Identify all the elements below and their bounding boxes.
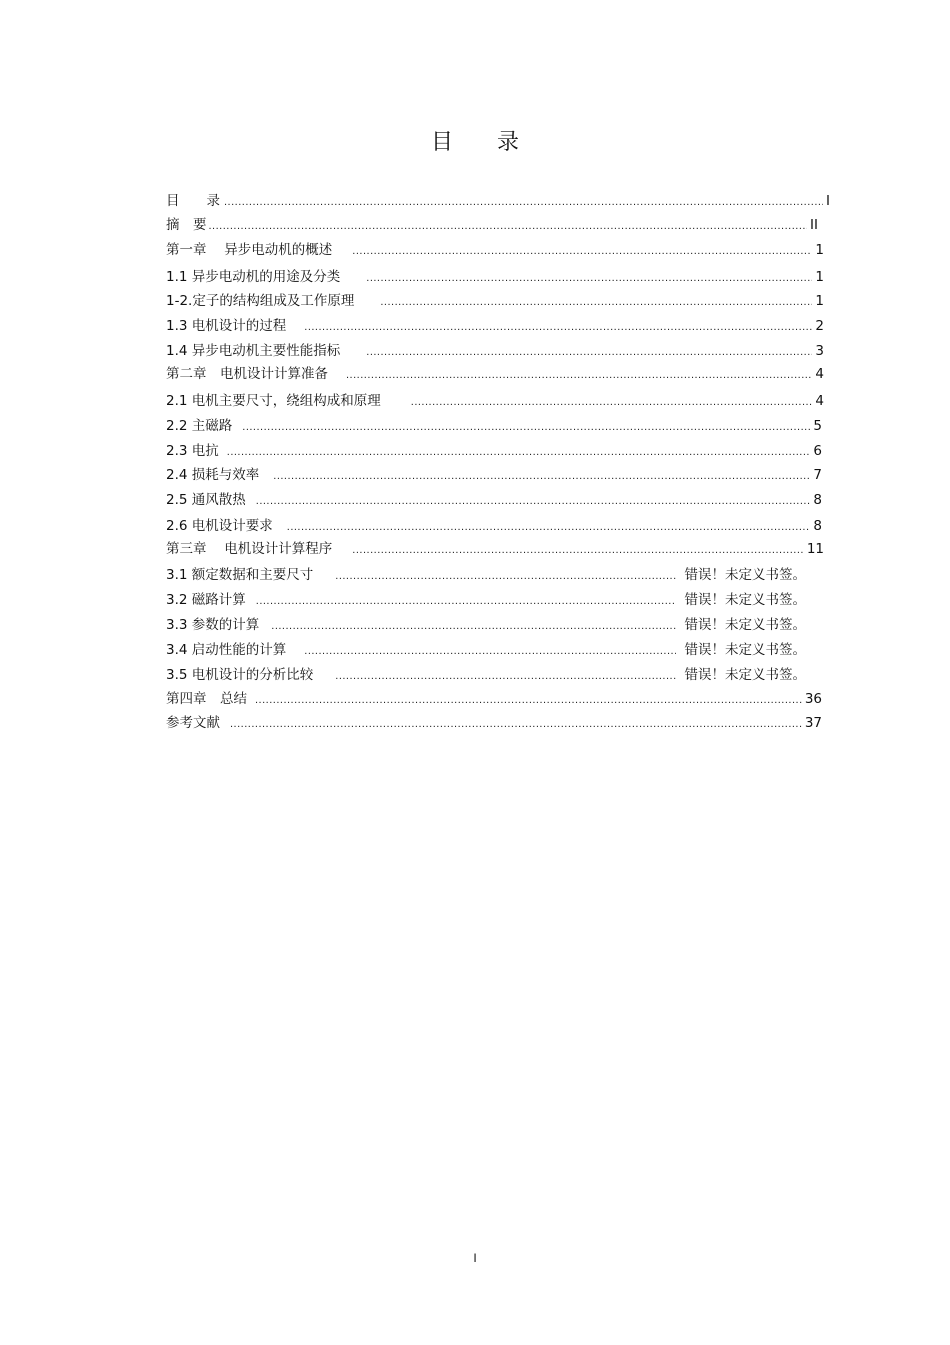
toc-entry-page: 错误！未定义书签。 [684, 617, 806, 633]
toc-leader-dots [209, 218, 808, 234]
toc-entry-page: 5 [813, 418, 822, 434]
toc-leader-dots [273, 468, 810, 484]
toc-entry-label: 2.5 通风散热 [166, 492, 246, 508]
toc-entry-page: II [810, 217, 818, 233]
toc-entry[interactable] [166, 443, 822, 460]
toc-entry-page: 1 [815, 293, 824, 309]
toc-entry[interactable] [166, 691, 822, 708]
toc-leader-dots [352, 542, 804, 558]
toc-entry-label: 摘 要 [166, 217, 207, 233]
toc-leader-dots [271, 618, 675, 634]
toc-entry-label: 2.2 主磁路 [166, 418, 233, 434]
toc-entry-label: 3.4 启动性能的计算 [166, 642, 287, 658]
toc-entry-page: 7 [813, 467, 822, 483]
toc-entry-page: 1 [815, 269, 824, 285]
toc-entry[interactable] [166, 343, 824, 360]
toc-entry[interactable] [166, 642, 806, 659]
toc-entry[interactable] [166, 269, 824, 286]
toc-leader-dots [411, 394, 813, 410]
page-number: I [473, 1251, 477, 1265]
toc-entry-page: 11 [806, 541, 824, 557]
toc-entry[interactable] [166, 617, 806, 634]
toc-entry-page: 37 [804, 715, 822, 731]
toc-entry-page: 8 [813, 492, 822, 508]
toc-entry-label: 2.6 电机设计要求 [166, 518, 273, 534]
toc-entry[interactable] [166, 541, 824, 558]
toc-entry[interactable] [166, 242, 824, 259]
toc-entry-page: 2 [815, 318, 824, 334]
toc-entry-label: 2.4 损耗与效率 [166, 467, 260, 483]
toc-leader-dots [346, 367, 812, 383]
toc-leader-dots [366, 344, 812, 360]
toc-entry-label: 3.1 额定数据和主要尺寸 [166, 567, 314, 583]
toc-entry[interactable] [166, 366, 824, 383]
toc-entry-page: 4 [815, 393, 824, 409]
toc-leader-dots [230, 716, 802, 732]
page-title: 目 录 [430, 130, 519, 155]
toc-entry-label: 第二章 电机设计计算准备 [166, 366, 328, 382]
toc-entry-label: 2.3 电抗 [166, 443, 219, 459]
toc-entry-page: 4 [815, 366, 824, 382]
toc-leader-dots [304, 643, 675, 659]
toc-leader-dots [256, 593, 676, 609]
toc-entry[interactable] [166, 667, 806, 684]
toc-entry-page: 错误！未定义书签。 [684, 642, 806, 658]
toc-entry-page: 3 [815, 343, 824, 359]
toc-entry[interactable] [166, 418, 822, 435]
toc-entry[interactable] [166, 567, 806, 584]
toc-entry-label: 目 录 [166, 193, 220, 209]
toc-leader-dots [352, 243, 812, 259]
toc-leader-dots [255, 692, 802, 708]
toc-entry-label: 1.1 异步电动机的用途及分类 [166, 269, 341, 285]
toc-entry-label: 第三章 电机设计计算程序 [166, 541, 333, 557]
toc-entry-label: 1.4 异步电动机主要性能指标 [166, 343, 341, 359]
toc-entry-page: 8 [813, 518, 822, 534]
toc-entry-label: 参考文献 [166, 715, 220, 731]
toc-entry[interactable] [166, 715, 822, 732]
toc-entry-page: 错误！未定义书签。 [684, 667, 806, 683]
toc-entry[interactable] [166, 518, 822, 535]
toc-leader-dots [304, 319, 812, 335]
toc-entry[interactable] [166, 318, 824, 335]
toc-leader-dots [380, 294, 812, 310]
toc-entry-page: 36 [804, 691, 822, 707]
toc-entry[interactable] [166, 592, 806, 609]
toc-leader-dots [227, 444, 811, 460]
toc-entry-label: 2.1 电机主要尺寸，绕组构成和原理 [166, 393, 381, 409]
toc-entry-label: 1-2.定子的结构组成及工作原理 [166, 293, 355, 309]
toc-entry-label: 1.3 电机设计的过程 [166, 318, 287, 334]
toc-entry-page: I [826, 193, 830, 209]
toc-leader-dots [287, 519, 811, 535]
toc-entry-label: 第四章 总结 [166, 691, 247, 707]
toc-leader-dots [335, 568, 675, 584]
toc-leader-dots [224, 194, 823, 210]
toc-leader-dots [256, 493, 811, 509]
toc-entry-label: 3.2 磁路计算 [166, 592, 246, 608]
toc-entry[interactable] [166, 467, 822, 484]
toc-leader-dots [242, 419, 810, 435]
toc-entry[interactable] [166, 217, 818, 234]
toc-entry-page: 错误！未定义书签。 [684, 592, 806, 608]
toc-entry[interactable] [166, 193, 830, 210]
toc-entry-page: 1 [815, 242, 824, 258]
toc-entry-page: 错误！未定义书签。 [684, 567, 806, 583]
toc-entry-label: 3.3 参数的计算 [166, 617, 260, 633]
toc-entry[interactable] [166, 492, 822, 509]
toc-entry-label: 3.5 电机设计的分析比较 [166, 667, 314, 683]
toc-leader-dots [366, 270, 812, 286]
toc-entry[interactable] [166, 293, 824, 310]
toc-entry-page: 6 [813, 443, 822, 459]
toc-entry-label: 第一章 异步电动机的概述 [166, 242, 333, 258]
toc-leader-dots [335, 668, 675, 684]
toc-entry[interactable] [166, 393, 824, 410]
